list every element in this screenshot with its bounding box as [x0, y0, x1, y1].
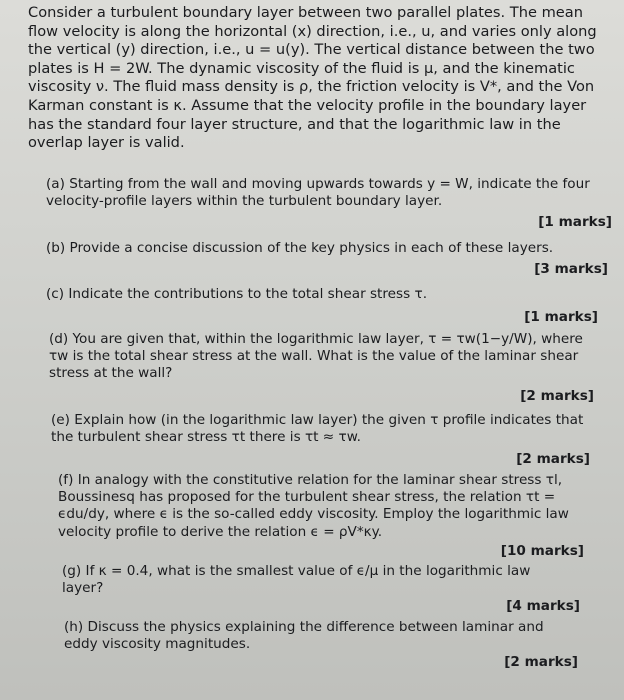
marks-f: [10 marks]: [500, 543, 584, 559]
question-e: (e) Explain how (in the logarithmic law layer) the given τ profile indicates that the turbulent shear stress τt there is τt ≈ τw.: [51, 412, 584, 446]
question-b: (b) Provide a concise discussion of the key physics in each of these layers.: [46, 240, 554, 256]
marks-a: [1 marks]: [538, 214, 612, 230]
question-h: (h) Discuss the physics explaining the difference between laminar and eddy viscosity magnitudes.: [64, 619, 544, 653]
marks-h: [2 marks]: [504, 654, 578, 670]
question-f: (f) In analogy with the constitutive relation for the laminar shear stress τl, Boussinesq has proposed for the turbulent shear stress, the relation τt = ϵdu/dy, where ϵ is the so-called eddy viscosity. Employ the logarithmic law velocity profile to derive the relation ϵ = ρV*κy.: [58, 472, 569, 540]
marks-c: [1 marks]: [524, 309, 598, 325]
question-g: (g) If κ = 0.4, what is the smallest value of ϵ/μ in the logarithmic law layer?: [62, 563, 531, 597]
marks-d: [2 marks]: [520, 388, 594, 404]
marks-b: [3 marks]: [534, 261, 608, 277]
marks-g: [4 marks]: [506, 598, 580, 614]
question-a: (a) Starting from the wall and moving upwards towards y = W, indicate the four velocity-profile layers within the turbulent boundary layer.: [46, 176, 590, 210]
marks-e: [2 marks]: [516, 451, 590, 467]
question-d: (d) You are given that, within the logarithmic law layer, τ = τw(1−y/W), where τw is the total shear stress at the wall. What is the value of the laminar shear stress at the wall?: [49, 331, 583, 382]
question-c: (c) Indicate the contributions to the total shear stress τ.: [46, 286, 428, 302]
problem-statement: Consider a turbulent boundary layer between two parallel plates. The mean flow velocity is along the horizontal (x) direction, i.e., u, and varies only along the vertical (y) direction, i.e., u = u(y). The vertical distance between the two plates is H = 2W. The dynamic viscosity of the fluid is μ, and the kinematic viscosity ν. The fluid mass density is ρ, the friction velocity is V*, and the Von Karman constant is κ. Assume that the velocity profile in the boundary layer has the standard four layer structure, and that the logarithmic law in the overlap layer is valid.: [28, 4, 597, 152]
